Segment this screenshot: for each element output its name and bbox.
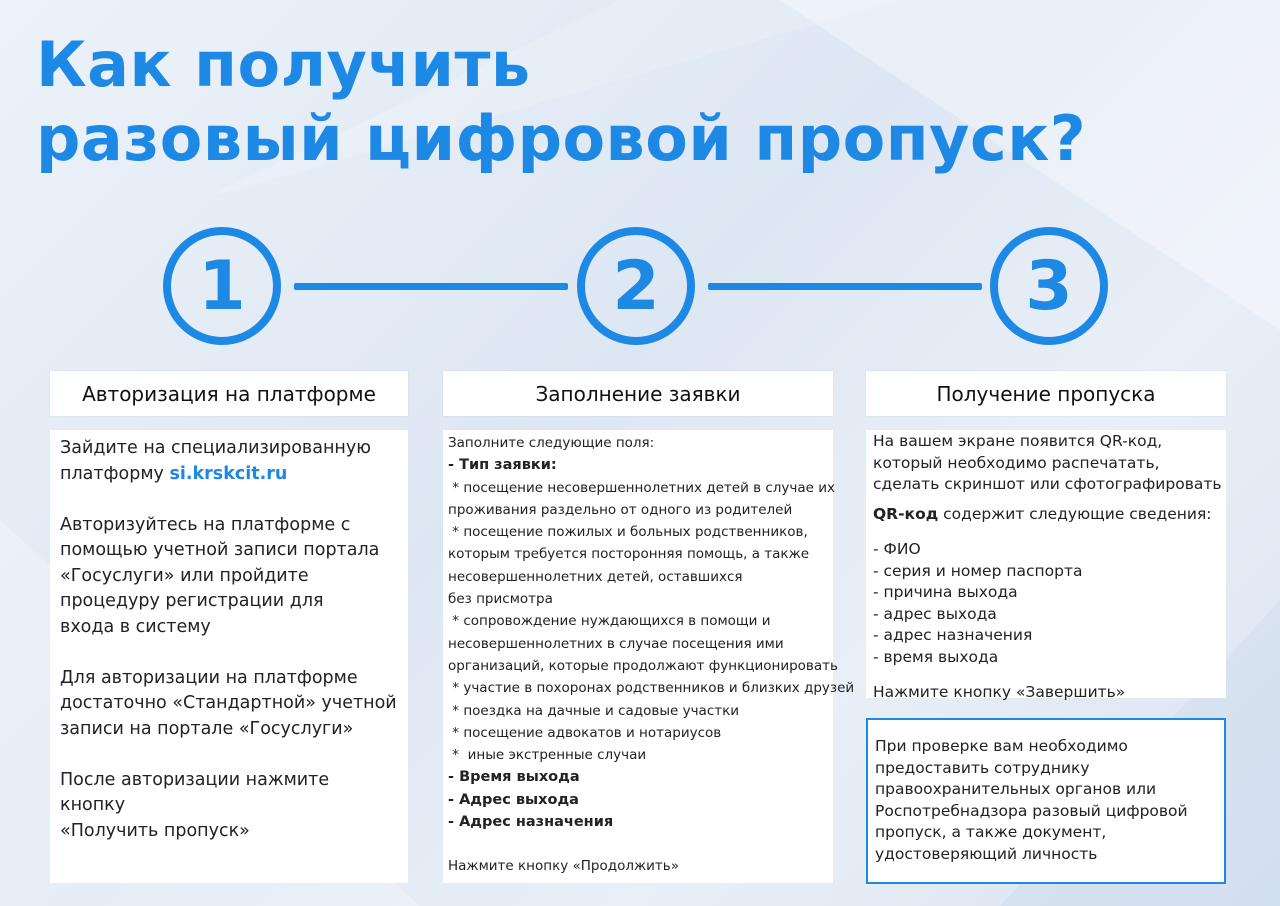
- text-line: удостоверяющий личность: [875, 844, 1098, 863]
- text-line: Авторизуйтесь на платформе с: [60, 514, 351, 535]
- step-2-number: 2: [612, 246, 660, 326]
- step-1-heading: [50, 371, 408, 416]
- authorization-paragraph-3: [60, 666, 398, 743]
- qr-item: - причина выхода: [873, 583, 1018, 601]
- application-type-item: * посещение адвокатов и нотариусов: [448, 724, 722, 741]
- text-line: достаточно «Стандартной» учетной: [60, 693, 397, 713]
- application-panel: [443, 430, 855, 883]
- authorization-paragraph-2: [60, 513, 398, 641]
- step-connector-2: [708, 283, 982, 290]
- text-line: При проверке вам необходимо: [875, 737, 1128, 755]
- step-3-heading: [866, 371, 1226, 416]
- application-type-item: * участие в похоронах родственников и близких друзей: [448, 680, 855, 697]
- text-line: правоохранительных органов или: [875, 780, 1157, 798]
- text-line: [60, 462, 398, 488]
- text-line: «Госуслуги» или пройдите: [60, 565, 309, 586]
- field-exit-address: - Адрес выхода: [448, 791, 579, 808]
- authorization-panel: [50, 430, 408, 883]
- step-1-number: 1: [198, 246, 246, 326]
- application-type-item: * поездка на дачные и садовые участки: [448, 702, 740, 719]
- text-line: На вашем экране появится QR-код,: [873, 432, 1163, 450]
- text-line: Роспотребнадзора разовый цифровой: [875, 801, 1188, 820]
- title-line-1: Как получить: [36, 28, 531, 101]
- text-line: сделать скриншот или сфотографировать: [873, 475, 1222, 493]
- page-title: [36, 28, 1086, 176]
- application-intro: Заполните следующие поля:: [448, 435, 655, 451]
- application-type-item: проживания раздельно от одного из родителей: [448, 501, 793, 518]
- step-1-heading-text: Авторизация на платформе: [82, 381, 376, 406]
- step-3-circle: [990, 227, 1108, 345]
- field-destination-address: - Адрес назначения: [448, 814, 614, 831]
- step-2-heading-text: Заполнение заявки: [535, 381, 741, 406]
- qr-item: - адрес назначения: [873, 626, 1033, 644]
- pass-footer: Нажмите кнопку «Завершить»: [873, 683, 1126, 701]
- step-3-heading-text: Получение пропуска: [936, 381, 1156, 406]
- qr-code-description: содержит следующие сведения:: [938, 504, 1212, 523]
- qr-item: - серия и номер паспорта: [873, 561, 1083, 580]
- text-line: После авторизации нажмите кнопку: [60, 769, 330, 815]
- verification-note: [866, 718, 1226, 884]
- application-type-item: которым требуется посторонняя помощь, а также: [448, 546, 810, 563]
- application-type-item: без присмотра: [448, 591, 553, 608]
- application-type-item: * посещение пожилых и больных родственников,: [448, 524, 808, 541]
- text-line: пропуск, а также документ,: [875, 823, 1107, 841]
- authorization-paragraph-4: [60, 768, 398, 845]
- qr-code-label: QR-код: [873, 504, 939, 523]
- qr-description: [873, 504, 1219, 526]
- text-line: помощью учетной записи портала: [60, 540, 380, 560]
- application-footer: Нажмите кнопку «Продолжить»: [448, 858, 679, 875]
- text-line: Зайдите на специализированную: [60, 438, 371, 458]
- application-type-label: - Тип заявки:: [448, 457, 557, 474]
- pass-panel: [866, 430, 1226, 701]
- application-type-item: несовершеннолетних детей, оставшихся: [448, 568, 743, 585]
- qr-item: - адрес выхода: [873, 604, 997, 623]
- application-type-item: * сопровождение нуждающихся в помощи и: [448, 613, 771, 630]
- application-type-item: * иные экстренные случаи: [448, 747, 647, 764]
- step-3-number: 3: [1025, 246, 1073, 326]
- step-connector-1: [294, 283, 568, 290]
- text-line: входа в систему: [60, 616, 211, 637]
- application-type-item: несовершеннолетних в случае посещения ими: [448, 635, 784, 652]
- text-line: «Получить пропуск»: [60, 820, 250, 841]
- field-exit-time: - Время выхода: [448, 769, 580, 786]
- text-line: записи на портале «Госуслуги»: [60, 718, 354, 739]
- application-type-item: организаций, которые продолжают функционировать: [448, 657, 838, 674]
- title-line-2: разовый цифровой пропуск?: [36, 102, 1087, 175]
- platform-link[interactable]: si.krskcit.ru: [169, 463, 288, 484]
- text-line: который необходимо распечатать,: [873, 453, 1160, 472]
- step-2-heading: [443, 371, 833, 416]
- text-fragment: платформу: [60, 463, 170, 484]
- text-line: процедуру регистрации для: [60, 591, 324, 611]
- authorization-paragraph-1: [60, 436, 398, 487]
- step-2-circle: [577, 227, 695, 345]
- application-type-item: * посещение несовершеннолетних детей в случае их: [448, 479, 836, 496]
- qr-item: - ФИО: [873, 540, 921, 558]
- qr-item: - время выхода: [873, 647, 999, 666]
- text-line: предоставить сотруднику: [875, 758, 1090, 777]
- step-1-circle: [163, 227, 281, 345]
- text-line: Для авторизации на платформе: [60, 667, 358, 688]
